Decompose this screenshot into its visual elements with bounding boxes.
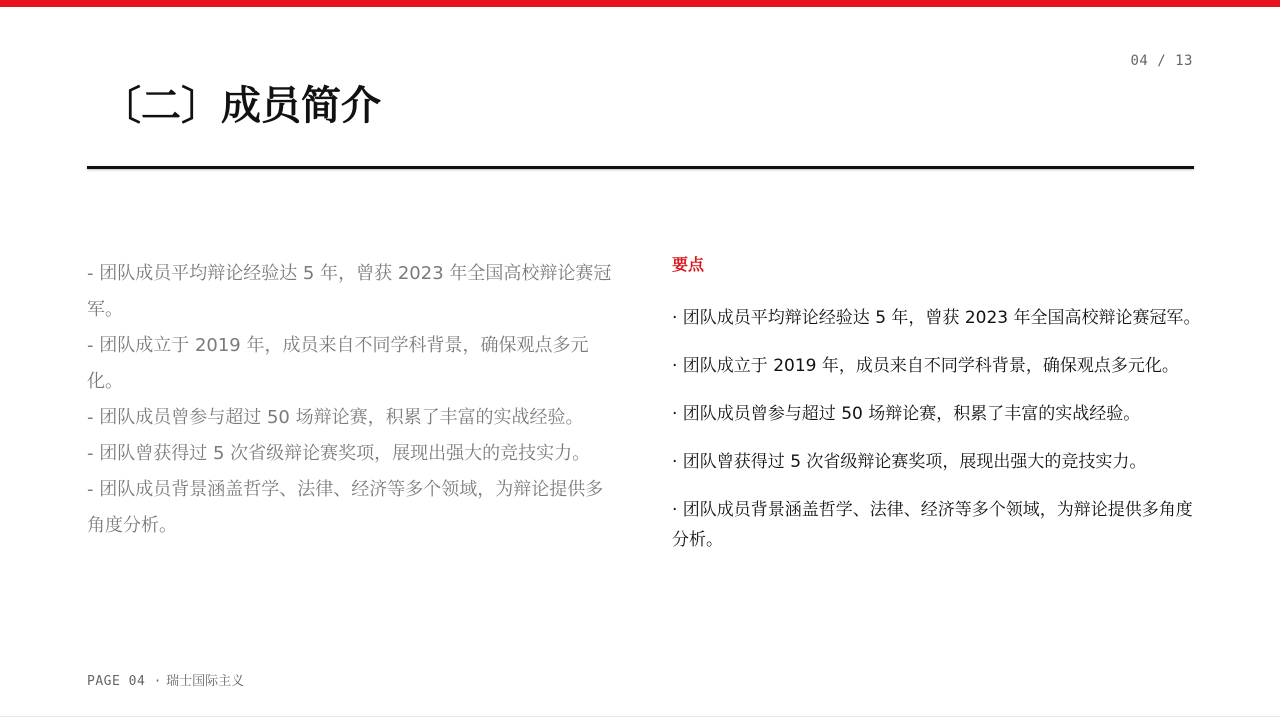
key-point-item: · 团队成员平均辩论经验达 5 年，曾获 2023 年全国高校辩论赛冠军。 — [672, 308, 1201, 328]
intro-list — [87, 256, 617, 544]
key-points-label: 要点 — [672, 255, 705, 274]
footer — [87, 670, 244, 689]
footer-org-name: 瑞士国际主义 — [166, 674, 245, 689]
bottom-border — [0, 716, 1280, 717]
key-point-item: · 团队成员曾参与超过 50 场辩论赛，积累了丰富的实战经验。 — [672, 404, 1141, 424]
page-counter: 04 / 13 — [1130, 53, 1193, 69]
key-points-list — [672, 303, 1202, 555]
list-item: - 团队成员背景涵盖哲学、法律、经济等多个领域，为辩论提供多角度分析。 — [87, 479, 604, 536]
top-accent-bar — [0, 0, 1280, 7]
footer-page-label: PAGE 04 · — [87, 674, 162, 689]
key-point-item: · 团队曾获得过 5 次省级辩论赛奖项，展现出强大的竞技实力。 — [672, 452, 1147, 472]
title-divider — [87, 166, 1194, 169]
key-points-panel — [672, 254, 1202, 573]
key-point-item: · 团队成立于 2019 年，成员来自不同学科背景，确保观点多元化。 — [672, 356, 1179, 376]
list-item: - 团队成立于 2019 年，成员来自不同学科背景，确保观点多元化。 — [87, 335, 589, 392]
list-item: - 团队曾获得过 5 次省级辩论赛奖项，展现出强大的竞技实力。 — [87, 443, 591, 464]
key-point-item: · 团队成员背景涵盖哲学、法律、经济等多个领域，为辩论提供多角度分析。 — [672, 500, 1193, 550]
page-title: 〔二〕成员简介 — [101, 83, 381, 129]
list-item: - 团队成员曾参与超过 50 场辩论赛，积累了丰富的实战经验。 — [87, 407, 584, 428]
list-item: - 团队成员平均辩论经验达 5 年，曾获 2023 年全国高校辩论赛冠军。 — [87, 263, 612, 320]
